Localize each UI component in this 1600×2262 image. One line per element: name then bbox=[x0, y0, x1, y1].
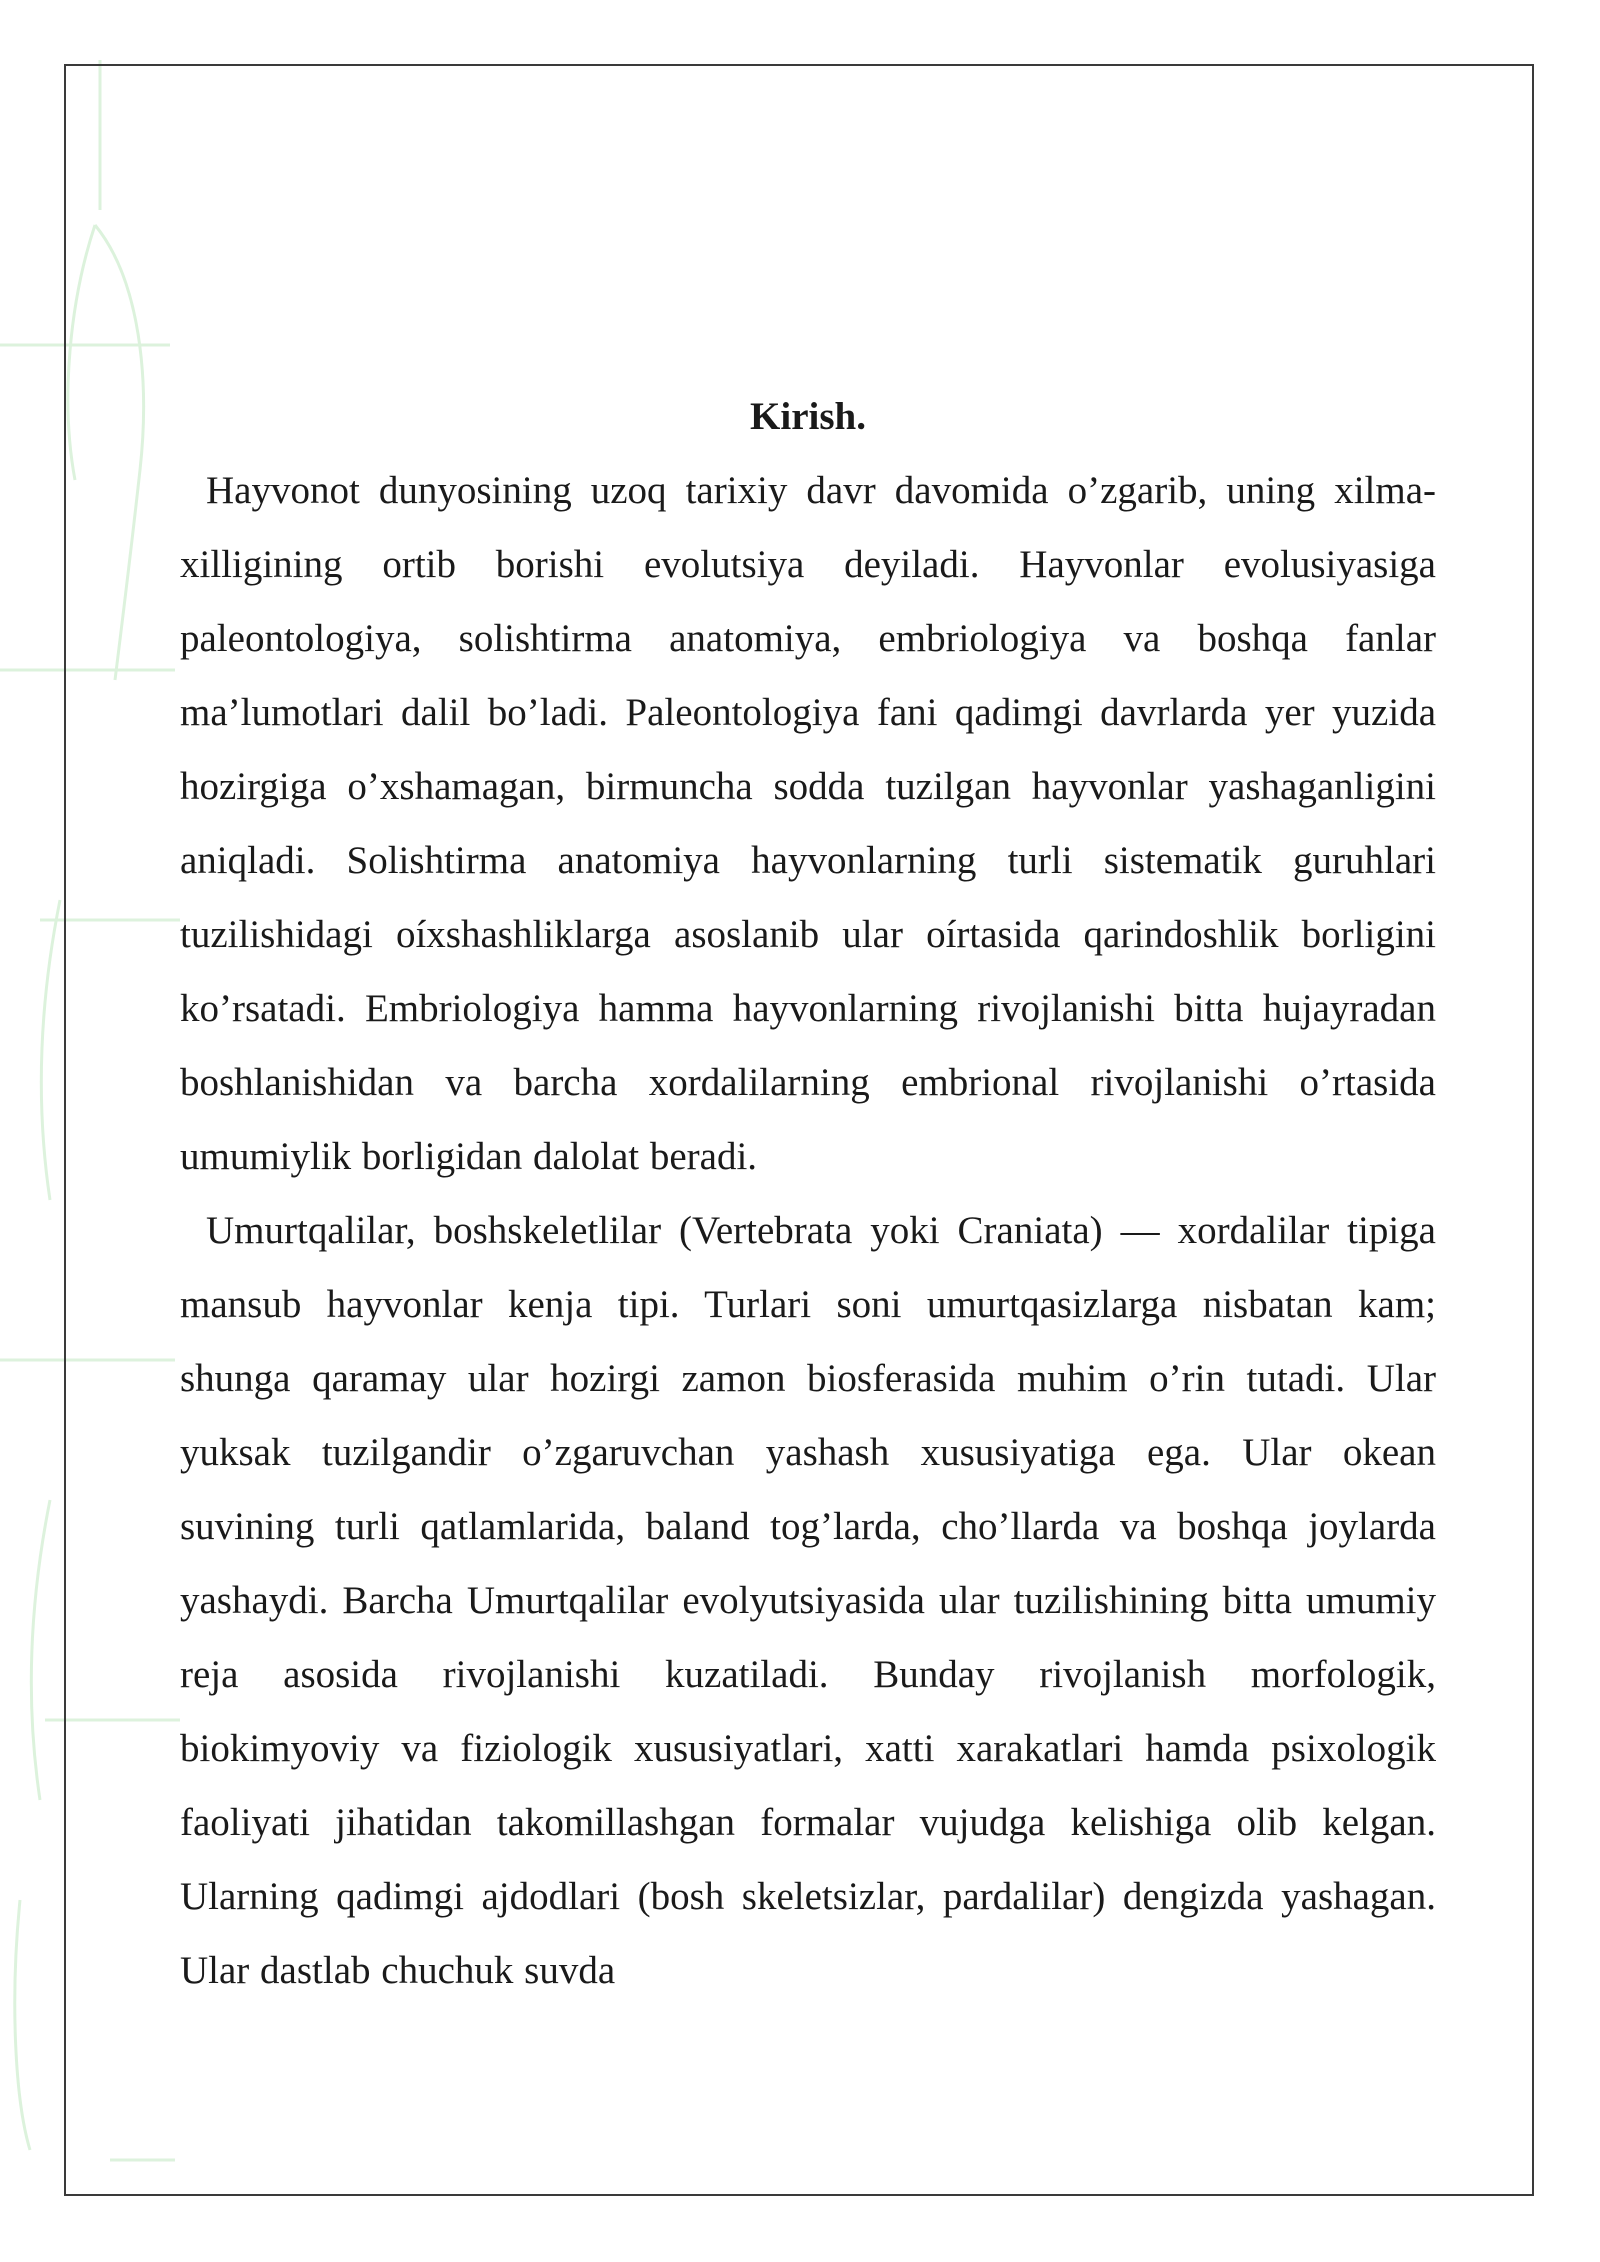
paragraph-2: Umurtqalilar, boshskeletlilar (Vertebrata yoki Craniata) — xordalilar tipiga mansub hayvonlar kenja tipi. Turlari soni umurtqasizlarga nisbatan kam; shunga qaramay ular hozirgi zamon biosferasida muhim o’rin tutadi. Ular yuksak tuzilgandir o’zgaruvchan yashash xususiyatiga ega. Ular okean suvining turli qatlamlarida, baland tog’larda, cho’llarda va boshqa joylarda yashaydi. Barcha Umurtqalilar evolyutsiyasida ular tuzilishining bitta umumiy reja asosida rivojlanishi kuzatiladi. Bunday rivojlanish morfologik, biokimyoviy va fiziologik xususiyatlari, xatti xarakatlari hamda psixologik faoliyati jihatidan takomillashgan formalar vujudga kelishiga olib kelgan. Ularning qadimgi ajdodlari (bosh skeletsizlar, pardalilar) dengizda yashagan. Ular dastlab chuchuk suvda bbox=[180, 1209, 1436, 1992]
document-title: Kirish. bbox=[750, 395, 866, 438]
document-body bbox=[180, 380, 1436, 2008]
paragraph-1: Hayvonot dunyosining uzoq tarixiy davr davomida o’zgarib, uning xilma-xilligining ortib borishi evolutsiya deyiladi. Hayvonlar evolusiyasiga paleontologiya, solishtirma anatomiya, embriologiya va boshqa fanlar ma’lumotlari dalil bo’ladi. Paleontologiya fani qadimgi davrlarda yer yuzida hozirgiga o’xshamagan, birmuncha sodda tuzilgan hayvonlar yashaganligini aniqladi. Solishtirma anatomiya hayvonlarning turli sistematik guruhlari tuzilishidagi oíxshashliklarga asoslanib ular oírtasida qarindoshlik borligini ko’rsatadi. Embriologiya hamma hayvonlarning rivojlanishi bitta hujayradan boshlanishidan va barcha xordalilarning embrional rivojlanishi o’rtasida umumiylik borligidan dalolat beradi. bbox=[180, 469, 1436, 1178]
